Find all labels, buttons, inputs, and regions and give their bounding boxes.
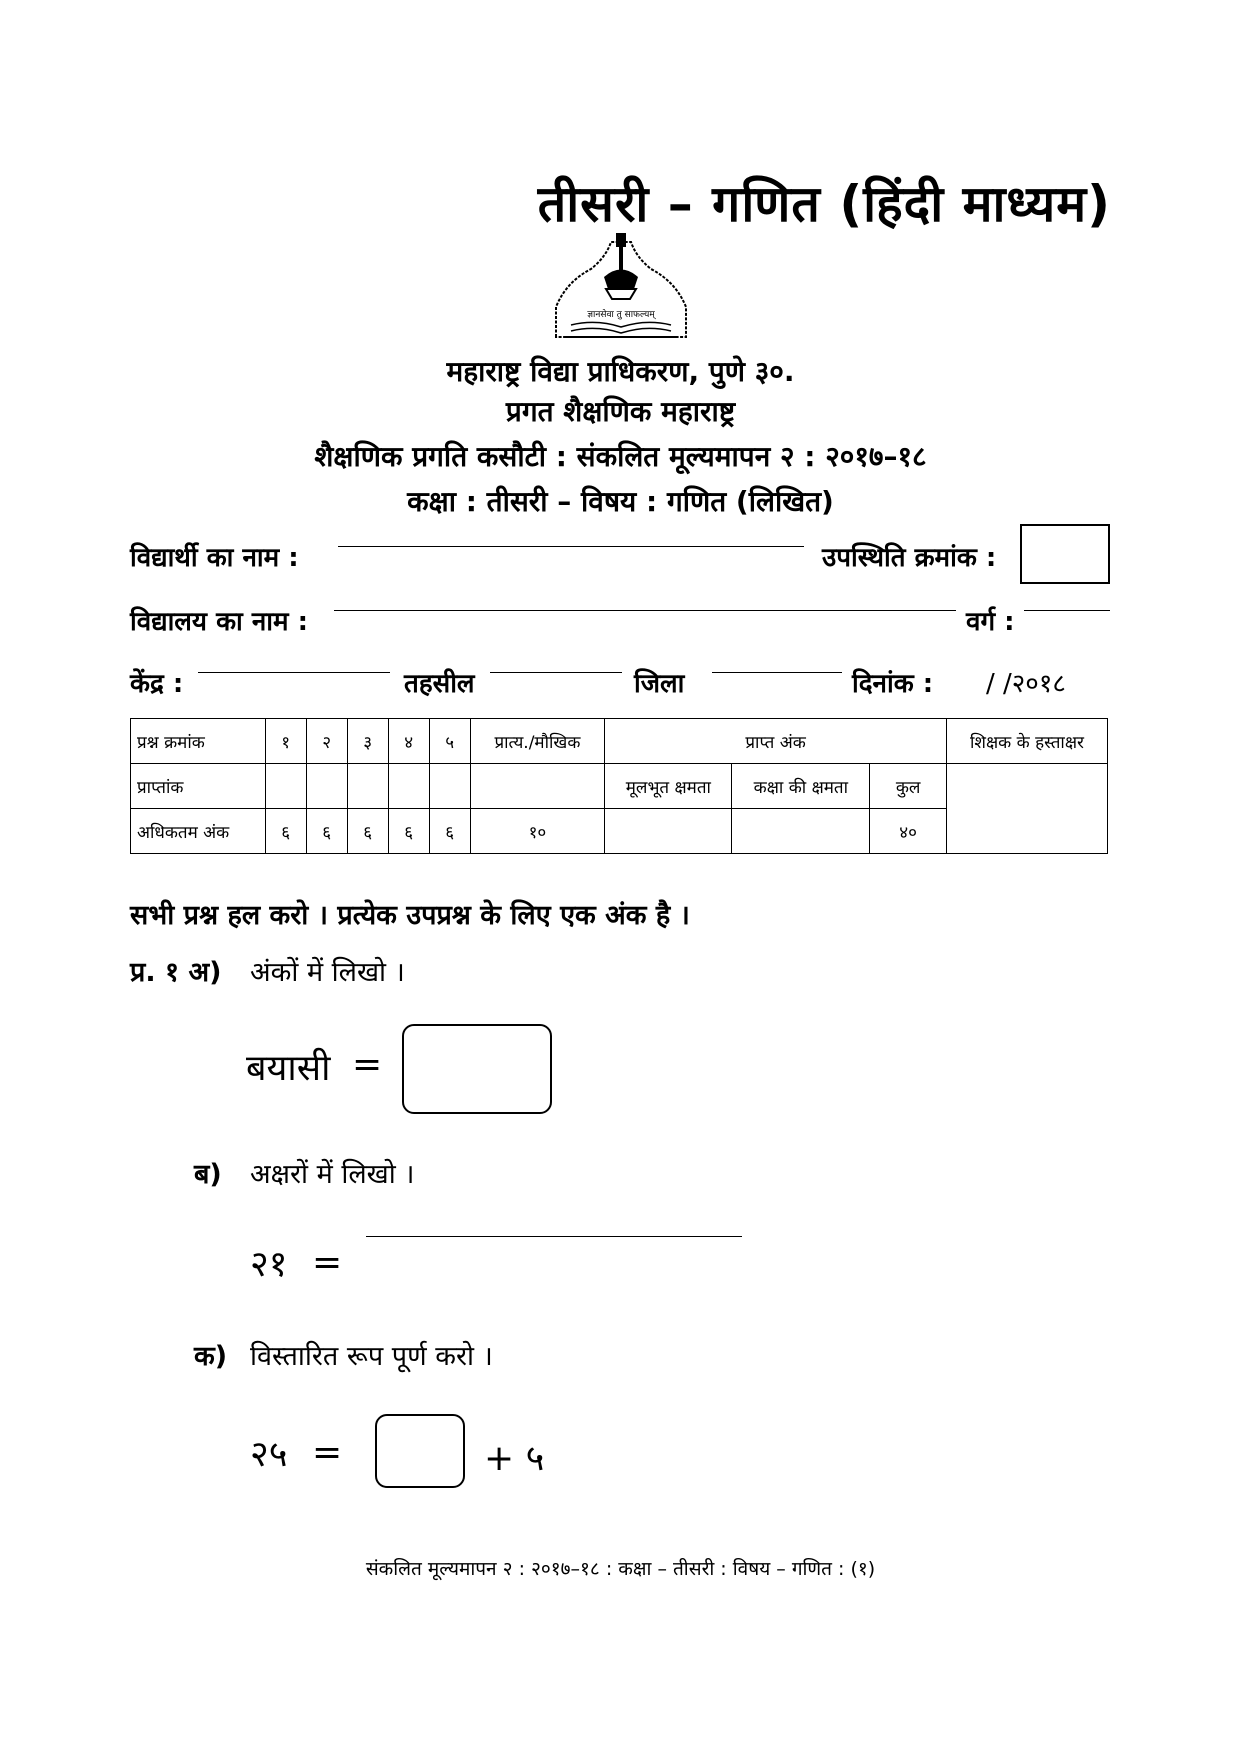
table-row: [131, 764, 1108, 809]
marks-cell[interactable]: [347, 764, 388, 809]
equals-sign: =: [352, 1044, 383, 1085]
equals-sign: =: [312, 1432, 343, 1473]
row-header: अधिकतम अंक: [131, 809, 266, 854]
q1b-text: अक्षरों में लिखो ।: [250, 1159, 415, 1190]
division-label: वर्ग :: [966, 607, 1015, 637]
date-label: दिनांक :: [852, 669, 934, 699]
class-ability-cell[interactable]: [732, 809, 870, 854]
class-ability-header: कक्षा की क्षमता: [732, 764, 870, 809]
question-number: ५: [429, 719, 470, 764]
roll-no-box[interactable]: [1020, 524, 1110, 584]
marks-cell[interactable]: [388, 764, 429, 809]
marks-cell[interactable]: [470, 764, 605, 809]
max-marks-cell: ६: [388, 809, 429, 854]
row-header: प्रश्न क्रमांक: [131, 719, 266, 764]
tehsil-field[interactable]: [490, 672, 622, 673]
q1a-word: बयासी: [246, 1048, 331, 1089]
emblem-motto: ज्ञानसेवा तु साफल्यम्: [587, 310, 655, 320]
exam-title: शैक्षणिक प्रगति कसौटी : संकलित मूल्यमापन २ : २०१७–१८: [314, 440, 927, 473]
teacher-sign-header: शिक्षक के हस्ताक्षर: [947, 719, 1108, 764]
district-field[interactable]: [712, 672, 842, 673]
oral-max-cell: १०: [470, 809, 605, 854]
centre-field[interactable]: [198, 672, 390, 673]
question-number: ३: [347, 719, 388, 764]
q1b-answer-line[interactable]: [366, 1236, 742, 1237]
q1b-number: २१: [250, 1244, 288, 1285]
max-marks-cell: ६: [306, 809, 347, 854]
q1-prefix: प्र. १ अ): [130, 957, 222, 988]
row-header: प्राप्तांक: [131, 764, 266, 809]
emblem-logo: [546, 227, 696, 347]
division-field[interactable]: [1024, 610, 1110, 611]
marks-table: [130, 718, 1108, 854]
q1c-answer-box[interactable]: [375, 1414, 465, 1488]
page-footer: संकलित मूल्यमापन २ : २०१७–१८ : कक्षा – तीसरी : विषय – गणित : (१): [365, 1558, 876, 1580]
basic-ability-cell[interactable]: [605, 809, 732, 854]
centre-label: केंद्र :: [130, 669, 184, 699]
basic-ability-header: मूलभूत क्षमता: [605, 764, 732, 809]
obtained-header: प्राप्त अंक: [605, 719, 947, 764]
question-number: १: [265, 719, 306, 764]
q1c-prefix: क): [194, 1341, 228, 1372]
oral-header: प्रात्य./मौखिक: [470, 719, 605, 764]
instructions: सभी प्रश्न हल करो । प्रत्येक उपप्रश्न के लिए एक अंक है ।: [130, 900, 690, 931]
slogan: प्रगत शैक्षणिक महाराष्ट्र: [505, 395, 736, 428]
page-title: तीसरी – गणित (हिंदी माध्यम): [537, 175, 1111, 233]
q1c-number: २५: [250, 1434, 288, 1475]
q1a-answer-box[interactable]: [402, 1024, 552, 1114]
q1c-plus: + ५: [484, 1438, 545, 1479]
total-header: कुल: [870, 764, 947, 809]
date-value[interactable]: / /२०१८: [986, 669, 1066, 699]
school-name-field[interactable]: [334, 610, 956, 611]
school-name-label: विद्यालय का नाम :: [130, 607, 308, 637]
max-marks-cell: ६: [429, 809, 470, 854]
student-name-field[interactable]: [338, 546, 804, 547]
class-subject: कक्षा : तीसरी – विषय : गणित (लिखित): [407, 485, 834, 518]
student-name-label: विद्यार्थी का नाम :: [130, 543, 299, 573]
question-number: २: [306, 719, 347, 764]
q1b-prefix: ब): [194, 1159, 222, 1190]
question-number: ४: [388, 719, 429, 764]
table-row: [131, 719, 1108, 764]
marks-cell[interactable]: [306, 764, 347, 809]
teacher-sign-cell[interactable]: [947, 764, 1108, 854]
total-max-cell: ४०: [870, 809, 947, 854]
organization: महाराष्ट्र विद्या प्राधिकरण, पुणे ३०.: [446, 355, 795, 388]
equals-sign: =: [312, 1242, 343, 1283]
roll-no-label: उपस्थिति क्रमांक :: [822, 543, 997, 573]
district-label: जिला: [634, 669, 685, 699]
marks-cell[interactable]: [265, 764, 306, 809]
marks-cell[interactable]: [429, 764, 470, 809]
q1a-text: अंकों में लिखो ।: [250, 957, 405, 988]
q1c-text: विस्तारित रूप पूर्ण करो ।: [250, 1341, 493, 1372]
max-marks-cell: ६: [265, 809, 306, 854]
max-marks-cell: ६: [347, 809, 388, 854]
tehsil-label: तहसील: [404, 669, 475, 699]
